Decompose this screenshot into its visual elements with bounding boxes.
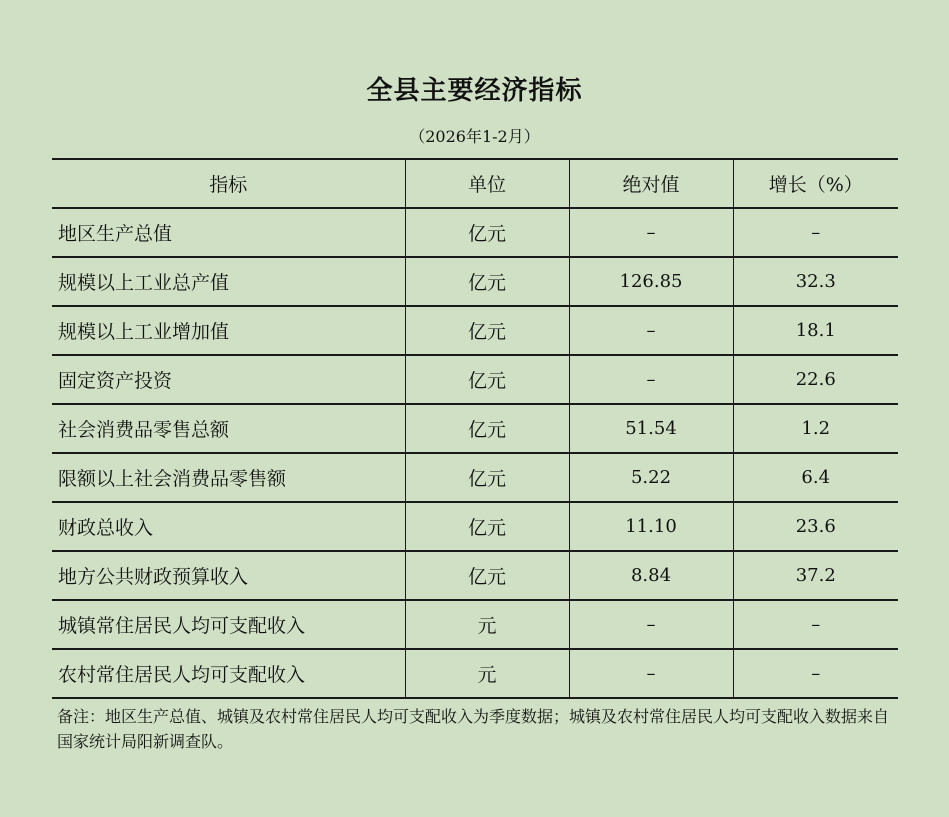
unit-cell: 亿元 bbox=[405, 257, 569, 306]
growth-cell: – bbox=[733, 649, 898, 698]
unit-cell: 元 bbox=[405, 649, 569, 698]
indicator-cell: 规模以上工业总产值 bbox=[52, 257, 405, 306]
indicator-cell: 固定资产投资 bbox=[52, 355, 405, 404]
growth-cell: 1.2 bbox=[733, 404, 898, 453]
growth-cell: 18.1 bbox=[733, 306, 898, 355]
table-row bbox=[52, 649, 898, 698]
indicator-cell: 社会消费品零售总额 bbox=[52, 404, 405, 453]
indicator-cell: 限额以上社会消费品零售额 bbox=[52, 453, 405, 502]
indicator-cell: 地区生产总值 bbox=[52, 208, 405, 257]
indicator-cell: 地方公共财政预算收入 bbox=[52, 551, 405, 600]
table-row bbox=[52, 355, 898, 404]
page-title: 全县主要经济指标 bbox=[366, 76, 583, 106]
growth-cell: – bbox=[733, 600, 898, 649]
header-absolute-value: 绝对值 bbox=[569, 159, 733, 208]
growth-cell: 6.4 bbox=[733, 453, 898, 502]
indicator-cell: 农村常住居民人均可支配收入 bbox=[52, 649, 405, 698]
table-header-row bbox=[52, 159, 898, 208]
indicator-cell: 财政总收入 bbox=[52, 502, 405, 551]
unit-cell: 亿元 bbox=[405, 551, 569, 600]
header-growth: 增长（%） bbox=[733, 159, 898, 208]
table-row bbox=[52, 453, 898, 502]
absolute-value-cell: 126.85 bbox=[569, 257, 733, 306]
table-row bbox=[52, 404, 898, 453]
date-range-subtitle: （2026年1-2月） bbox=[409, 127, 540, 146]
absolute-value-cell: 8.84 bbox=[569, 551, 733, 600]
growth-cell: 23.6 bbox=[733, 502, 898, 551]
growth-cell: – bbox=[733, 208, 898, 257]
absolute-value-cell: – bbox=[569, 355, 733, 404]
absolute-value-cell: – bbox=[569, 600, 733, 649]
indicator-cell: 城镇常住居民人均可支配收入 bbox=[52, 600, 405, 649]
growth-cell: 32.3 bbox=[733, 257, 898, 306]
header-unit: 单位 bbox=[405, 159, 569, 208]
unit-cell: 亿元 bbox=[405, 355, 569, 404]
unit-cell: 亿元 bbox=[405, 208, 569, 257]
absolute-value-cell: 11.10 bbox=[569, 502, 733, 551]
growth-cell: 22.6 bbox=[733, 355, 898, 404]
absolute-value-cell: – bbox=[569, 208, 733, 257]
header-indicator: 指标 bbox=[52, 159, 405, 208]
economic-indicators-table bbox=[52, 158, 898, 699]
unit-cell: 元 bbox=[405, 600, 569, 649]
table-row bbox=[52, 502, 898, 551]
table-row bbox=[52, 257, 898, 306]
unit-cell: 亿元 bbox=[405, 453, 569, 502]
footnote: 备注：地区生产总值、城镇及农村常住居民人均可支配收入为季度数据；城镇及农村常住居民人均可支配收入数据来自国家统计局阳新调查队。 bbox=[57, 707, 890, 751]
unit-cell: 亿元 bbox=[405, 404, 569, 453]
unit-cell: 亿元 bbox=[405, 502, 569, 551]
indicator-cell: 规模以上工业增加值 bbox=[52, 306, 405, 355]
absolute-value-cell: – bbox=[569, 306, 733, 355]
growth-cell: 37.2 bbox=[733, 551, 898, 600]
absolute-value-cell: – bbox=[569, 649, 733, 698]
table-row bbox=[52, 551, 898, 600]
absolute-value-cell: 5.22 bbox=[569, 453, 733, 502]
absolute-value-cell: 51.54 bbox=[569, 404, 733, 453]
table-row bbox=[52, 600, 898, 649]
table-row bbox=[52, 208, 898, 257]
unit-cell: 亿元 bbox=[405, 306, 569, 355]
table-row bbox=[52, 306, 898, 355]
